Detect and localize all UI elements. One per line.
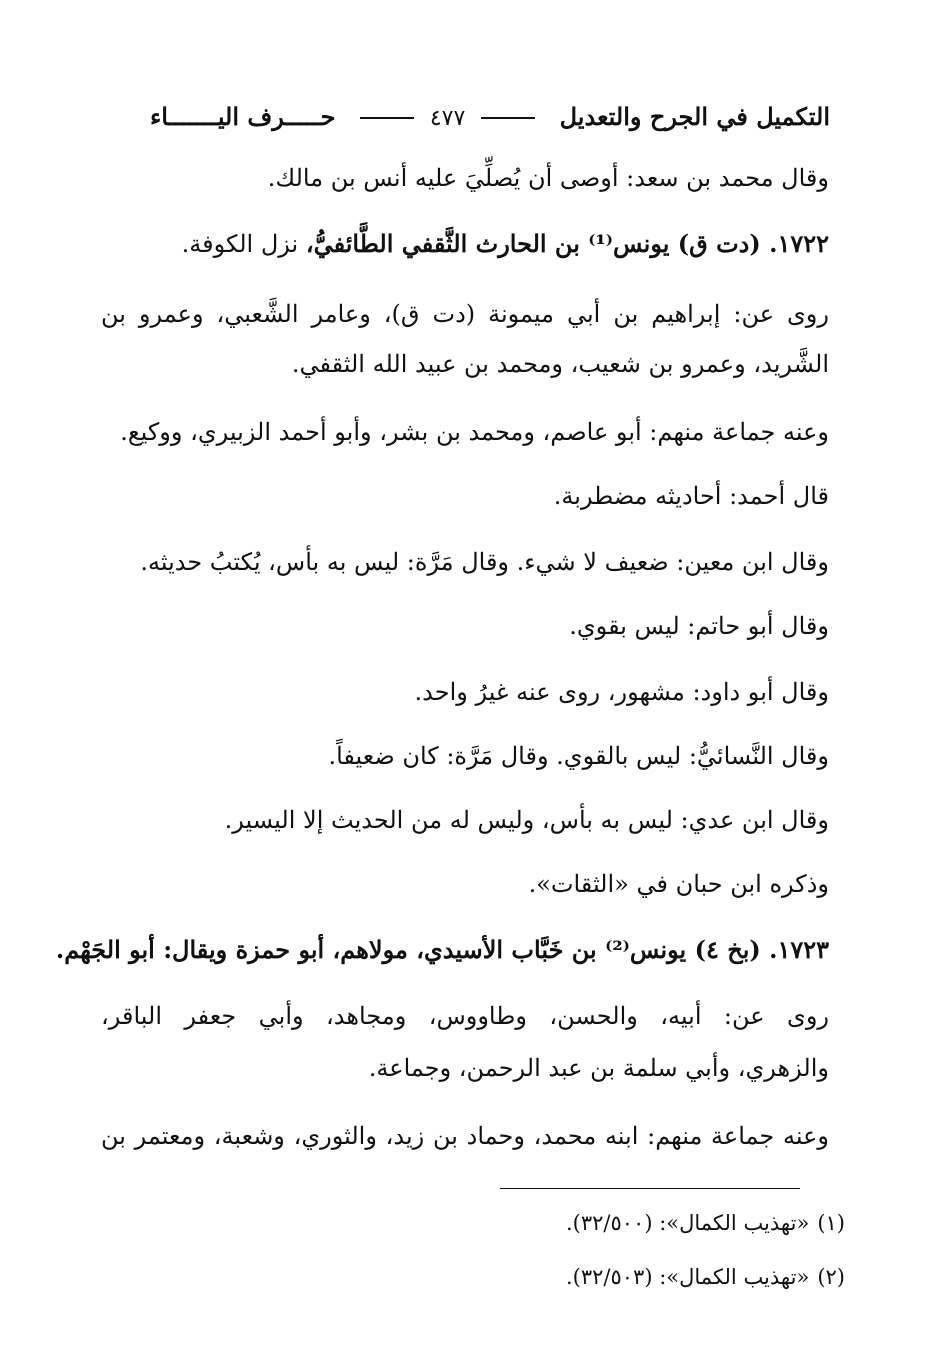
footnote-number: (٢) xyxy=(817,1265,845,1289)
entry-title-rest: نزل الكوفة. xyxy=(181,230,299,258)
text-line: وقال النَّسائيُّ: ليس بالقوي. وقال مَرَّة: كان ضعيفاً. xyxy=(328,742,829,770)
text-line: والزهري، وأبي سلمة بن عبد الرحمن، وجماعة. xyxy=(368,1054,829,1082)
text-line: روى عن: إبراهيم بن أبي ميمونة (دت ق)، وعامر الشَّعبي، وعمرو بن xyxy=(101,300,829,328)
text-line: وقال أبو حاتم: ليس بقوي. xyxy=(569,612,829,640)
entry-title: ١٧٢٢. (دت ق) يونس⁽¹⁾ بن الحارث الثَّقفي الطَّائفيُّ، xyxy=(305,229,829,258)
text-line: وقال أبو داود: مشهور، روى عنه غيرُ واحد. xyxy=(414,678,829,706)
running-header xyxy=(150,96,830,136)
section-title: حـــــرف اليـــــــاء xyxy=(150,101,336,131)
text-line: وقال ابن معين: ضعيف لا شيء. وقال مَرَّة: ليس به بأس، يُكتبُ حديثه. xyxy=(140,548,829,576)
text-line: وقال ابن عدي: ليس به بأس، وليس له من الحديث إلا اليسير. xyxy=(224,806,829,834)
text-line: وعنه جماعة منهم: أبو عاصم، ومحمد بن بشر، وأبو أحمد الزبيري، ووكيع. xyxy=(120,418,829,446)
footnote xyxy=(566,1208,845,1238)
text-line: وذكره ابن حبان في «الثقات». xyxy=(528,870,829,898)
text-line: الشَّريد، وعمرو بن شعيب، ومحمد بن عبيد الله الثقفي. xyxy=(291,350,829,378)
page-number-group xyxy=(350,102,545,131)
text-line: روى عن: أبيه، والحسن، وطاووس، ومجاهد، وأبي جعفر الباقر، xyxy=(101,1002,829,1030)
book-title: التكميل في الجرح والتعديل xyxy=(559,101,830,131)
text-line: قال أحمد: أحاديثه مضطربة. xyxy=(553,482,829,510)
text-line: وقال محمد بن سعد: أوصى أن يُصلِّيَ عليه أنس بن مالك. xyxy=(267,164,829,192)
footnote-divider xyxy=(500,1188,800,1189)
footnote-text: «تهذيب الكمال»: (٣٢/٥٠٠). xyxy=(565,1211,810,1235)
header-rule-left xyxy=(360,117,414,119)
footnote-text: «تهذيب الكمال»: (٣٢/٥٠٣). xyxy=(565,1265,810,1289)
footnote-number: (١) xyxy=(817,1211,845,1235)
text-line: وعنه جماعة منهم: ابنه محمد، وحماد بن زيد، والثوري، وشعبة، ومعتمر بن xyxy=(101,1122,829,1150)
header-rule-right xyxy=(481,117,535,119)
footnote xyxy=(566,1262,845,1292)
page-number: ٤٧٧ xyxy=(429,105,466,131)
entry-heading-1723: ١٧٢٣. (بخ ٤) يونس⁽²⁾ بن خَبَّاب الأسيدي، مولاهم، أبو حمزة ويقال: أبو الجَهْم. xyxy=(55,935,829,964)
entry-heading-1722 xyxy=(101,226,829,262)
